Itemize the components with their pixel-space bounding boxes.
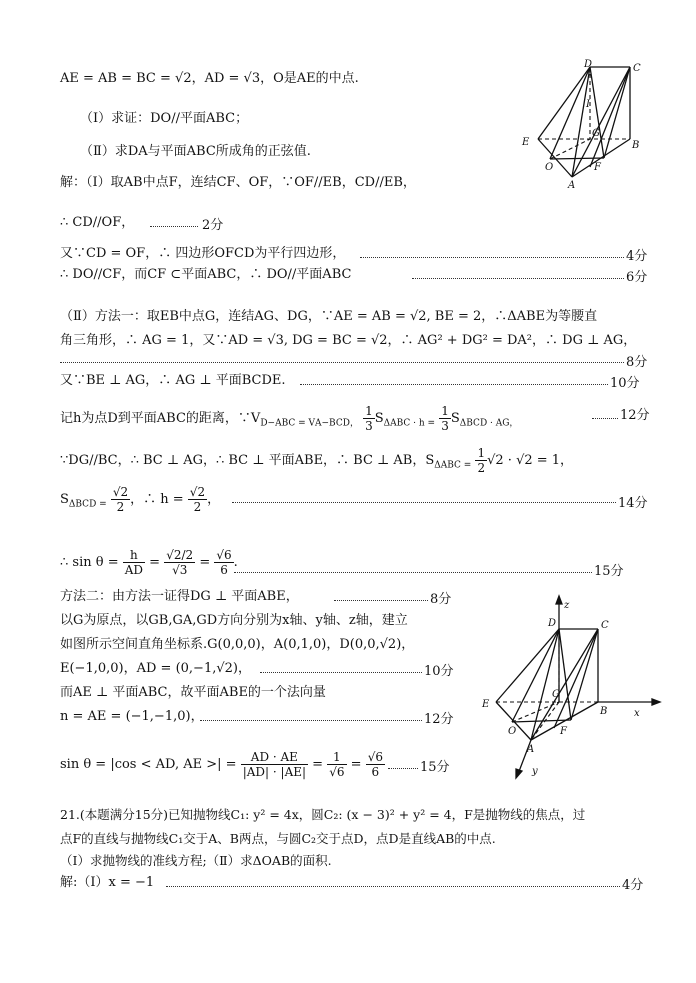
label-c: C [601, 620, 609, 631]
area-result: √2 · √2 = 1， [487, 453, 574, 468]
fraction-one-half: $\frac{1}{2}$ [477, 446, 486, 475]
score-15: 15分 [594, 564, 624, 579]
perpendicular-text: ∵DG//BC，∴ BC ⊥ AG，∴ BC ⊥ 平面ABE，∴ BC ⊥ AB，S [60, 453, 435, 468]
fraction-dot-product: $\frac{AD \cdot AE}{|AD| \cdot |AE|}$ [242, 750, 307, 779]
dot-leader [166, 886, 620, 887]
area-s: S [450, 411, 460, 426]
area-sub: ΔBCD = [68, 499, 107, 510]
method1-line-2: 角三角形，∴ AG = 1，又∵AD = √3, DG = BC = √2，∴ AG² + DG² = DA²，∴ DG ⊥ AG， [60, 333, 637, 348]
dot-leader [360, 257, 624, 258]
q21-line-2: 点F的直线与抛物线C₁交于A、B两点，与圆C₂交于点D，点D是直线AB的中点. [60, 831, 496, 846]
q21-score-4: 4分 [622, 878, 644, 893]
comma: ， [207, 492, 221, 507]
figure-prism-2-labels [476, 592, 662, 782]
area-sub: ΔABC · h = [383, 418, 436, 429]
label-z: z [564, 600, 570, 611]
dot-leader [200, 720, 422, 721]
label-b: B [632, 140, 640, 151]
method2-score-8: 8分 [430, 592, 452, 607]
label-o: O [508, 726, 517, 737]
dot-leader [412, 278, 624, 279]
area-bcd-line [60, 485, 220, 514]
dot-leader [60, 362, 624, 363]
score-4: 4分 [626, 249, 648, 264]
method2-line-5: 而AE ⊥ 平面ABC，故平面ABE的一个法向量 [60, 685, 326, 700]
dot-leader [334, 600, 428, 601]
given-conditions: AE = AB = BC = √2，AD = √3，O是AE的中点. [60, 71, 359, 86]
method2-line-3: 如图所示空间直角坐标系.G(0,0,0)，A(0,1,0)，D(0,0,√2)， [60, 637, 415, 652]
question-part1: （Ⅰ）求证：DO//平面ABC； [80, 111, 249, 126]
label-e: E [482, 699, 490, 710]
dot-leader [232, 502, 616, 503]
perpendicular-line [60, 446, 573, 475]
score-8: 8分 [626, 355, 648, 370]
dot-leader [300, 384, 608, 385]
method2-score-10: 10分 [424, 664, 454, 679]
equals: = [199, 555, 211, 570]
fraction-one-third: $\frac{1}{3}$ [441, 404, 449, 433]
equals: = [350, 757, 362, 772]
method2-score-15: 15分 [420, 760, 450, 775]
fraction-root6-over-6: $\frac{√6}{6}$ [367, 750, 383, 779]
label-i: I [586, 99, 590, 110]
score-6: 6分 [626, 270, 648, 285]
fraction-root2-over-2: $\frac{√2}{2}$ [112, 485, 129, 514]
solution-line-4: ∴ DO//CF，而CF ⊂平面ABC，∴ DO//平面ABC [60, 267, 352, 282]
method1-line-1: （Ⅱ）方法一：取EB中点G，连结AG、DG，∵AE = AB = √2, BE = 2，∴ΔABE为等腰直 [60, 309, 598, 324]
label-g: G [592, 128, 600, 139]
solution-line-1: 解：（Ⅰ）取AB中点F，连结CF、OF，∵OF//EB，CD//EB， [60, 175, 416, 190]
label-o: O [545, 162, 554, 173]
dot-leader [234, 572, 592, 573]
label-a: A [568, 180, 576, 190]
method2-line-1: 方法二：由方法一证得DG ⊥ 平面ABE， [60, 589, 299, 604]
volume-line [60, 404, 518, 433]
score-14: 14分 [618, 496, 648, 511]
method2-score-12: 12分 [424, 712, 454, 727]
q21-line-3: （Ⅰ）求抛物线的准线方程;（Ⅱ）求ΔOAB的面积. [60, 853, 332, 868]
fraction-root6-over-6: $\frac{√6}{6}$ [216, 548, 232, 577]
label-a: A [527, 744, 535, 755]
label-f: F [594, 162, 601, 173]
sin-theta-line [60, 548, 238, 577]
volume-sub-2: A−BCD， [315, 418, 359, 429]
label-e: E [522, 137, 530, 148]
method2-line-7 [60, 750, 385, 779]
fraction-one-third: $\frac{1}{3}$ [365, 404, 373, 433]
dot-leader [388, 768, 418, 769]
h-text: ，∴ h = [130, 492, 184, 507]
equals: = [149, 555, 161, 570]
label-b: B [600, 706, 608, 717]
method2-line-6: n = AE = (−1,−1,0)， [60, 709, 204, 724]
score-2: 2分 [202, 218, 224, 233]
period: . [233, 555, 238, 570]
equals: = [312, 757, 324, 772]
label-g: G [552, 689, 560, 700]
fraction-h-over-ad: $\frac{h}{AD}$ [124, 548, 144, 577]
fraction-root2-over-2: $\frac{√2}{2}$ [189, 485, 206, 514]
cos-expression: sin θ = |cos < AD, AE >| = [60, 757, 237, 772]
area-sub: ΔABC = [434, 460, 472, 471]
label-f: F [560, 726, 567, 737]
dot-leader [260, 672, 422, 673]
label-d: D [548, 618, 557, 629]
method1-line-3: 又∵BE ⊥ AG，∴ AG ⊥ 平面BCDE. [60, 373, 286, 388]
q21-line-1: 21.(本题满分15分)已知抛物线C₁: y² = 4x，圆C₂: (x − 3)² + y² = 4，F是抛物线的焦点，过 [60, 807, 586, 822]
label-c: C [633, 63, 641, 74]
volume-text: 记h为点D到平面ABC的距离，∵V [60, 411, 261, 426]
question-part2: （Ⅱ）求DA与平面ABC所成角的正弦值. [80, 144, 311, 159]
method2-line-4: E(−1,0,0)，AD = (0,−1,√2)， [60, 661, 251, 676]
dot-leader [150, 226, 198, 227]
score-12: 12分 [620, 408, 650, 423]
q21-solution: 解:（Ⅰ）x = −1 [60, 875, 155, 890]
sin-theta-label: ∴ sin θ = [60, 555, 119, 570]
label-y: y [532, 766, 538, 777]
solution-line-2: ∴ CD//OF， [60, 215, 135, 230]
area-sub: ΔBCD · AG， [459, 418, 519, 429]
solution-line-3: 又∵CD = OF，∴ 四边形OFCD为平行四边形， [60, 246, 346, 261]
fraction-one-over-root6: $\frac{1}{√6}$ [329, 750, 345, 779]
volume-sub-1: D−ABC = V [260, 418, 316, 429]
figure-prism-1-labels [518, 55, 658, 190]
area-s: S [374, 411, 384, 426]
area-s: S [60, 492, 69, 507]
method2-line-2: 以G为原点，以GB,GA,GD方向分别为x轴、y轴、z轴，建立 [60, 613, 408, 628]
fraction-nested: $\frac{√2/2}{√3}$ [166, 548, 194, 577]
score-10: 10分 [610, 376, 640, 391]
label-x: x [634, 708, 640, 719]
label-d: D [584, 59, 593, 70]
dot-leader [592, 418, 618, 419]
